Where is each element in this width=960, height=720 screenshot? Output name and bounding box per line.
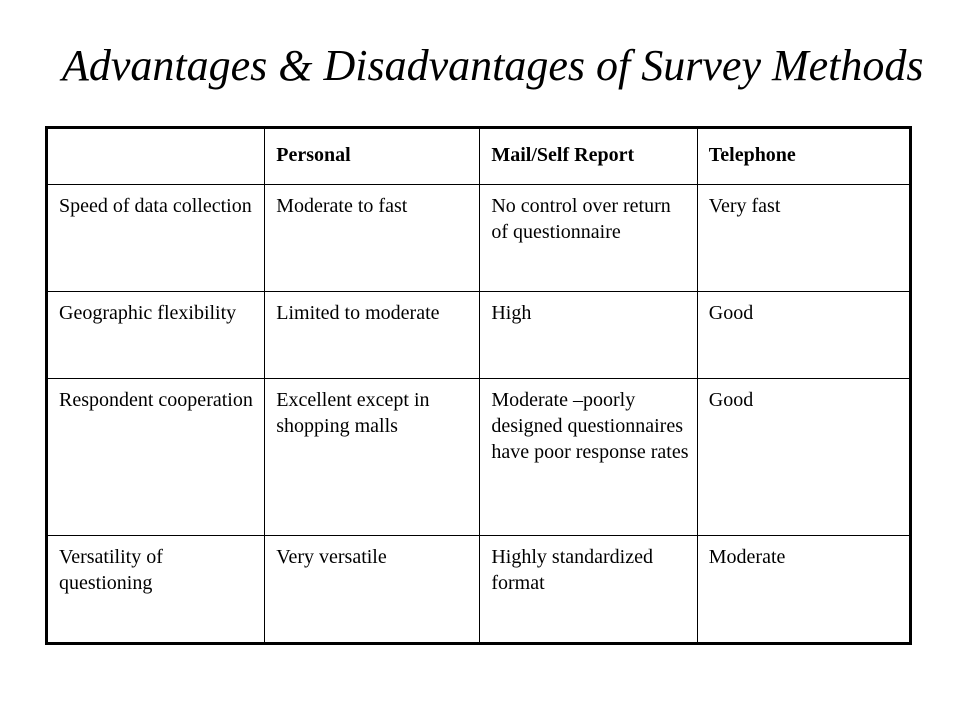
header-cell-telephone: Telephone — [697, 128, 910, 185]
mail-self-report-cell: No control over return of questionnaire — [480, 185, 697, 292]
header-row — [47, 128, 911, 185]
telephone-cell: Good — [697, 379, 910, 536]
survey-methods-table — [45, 126, 912, 645]
header-cell-mail-self-report: Mail/Self Report — [480, 128, 697, 185]
table-row — [47, 379, 911, 536]
row-label-cell: Geographic flexibility — [47, 292, 265, 379]
header-cell-personal: Personal — [265, 128, 480, 185]
telephone-cell: Very fast — [697, 185, 910, 292]
personal-cell: Excellent except in shopping malls — [265, 379, 480, 536]
telephone-cell: Moderate — [697, 536, 910, 644]
row-label-cell: Speed of data collection — [47, 185, 265, 292]
mail-self-report-cell: Moderate –poorly designed questionnaires have poor response rates — [480, 379, 697, 536]
personal-cell: Moderate to fast — [265, 185, 480, 292]
row-label-cell: Respondent cooperation — [47, 379, 265, 536]
table-row — [47, 185, 911, 292]
personal-cell: Limited to moderate — [265, 292, 480, 379]
header-cell-empty — [47, 128, 265, 185]
table-row — [47, 292, 911, 379]
telephone-cell: Good — [697, 292, 910, 379]
mail-self-report-cell: Highly standardized format — [480, 536, 697, 644]
mail-self-report-cell: High — [480, 292, 697, 379]
table-row — [47, 536, 911, 644]
slide-title: Advantages & Disadvantages of Survey Methods — [62, 41, 924, 90]
personal-cell: Very versatile — [265, 536, 480, 644]
row-label-cell: Versatility of questioning — [47, 536, 265, 644]
